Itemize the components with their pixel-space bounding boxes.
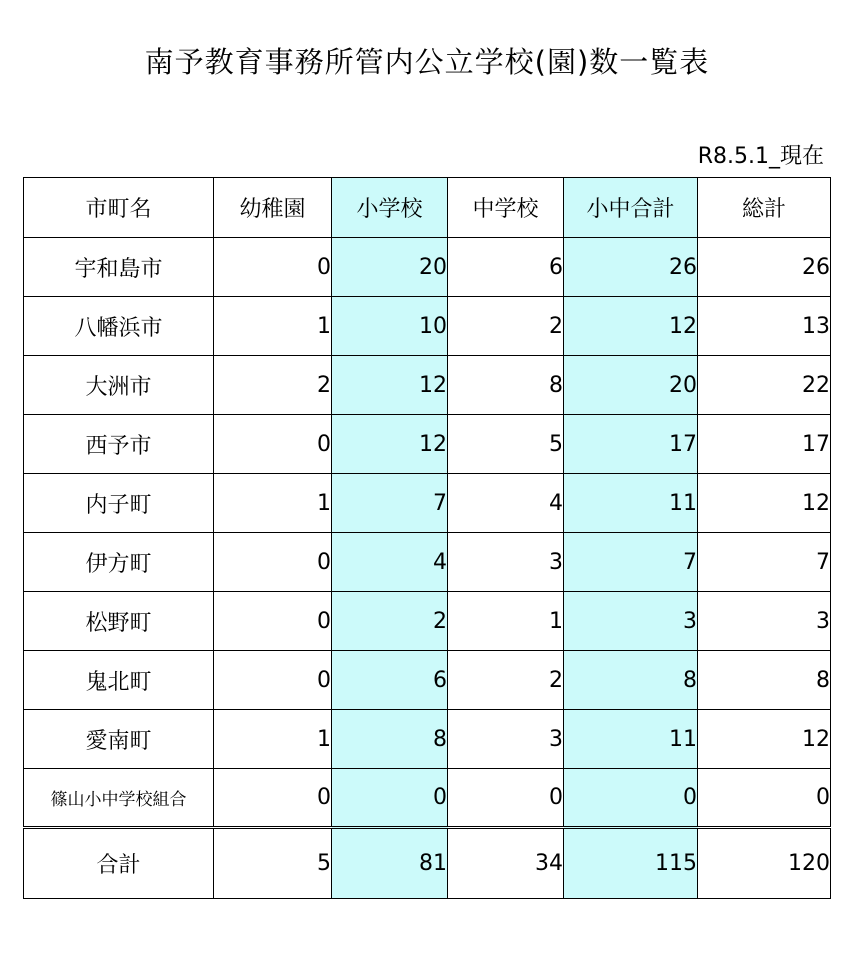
table-row — [24, 533, 831, 592]
elementary-count: 0 — [332, 769, 448, 828]
municipality-name: 伊方町 — [24, 533, 214, 592]
elementary-count: 20 — [332, 238, 448, 297]
elem-junior-total-sum: 115 — [564, 828, 698, 899]
elem-junior-total: 11 — [564, 710, 698, 769]
kindergarten-total: 5 — [214, 828, 332, 899]
grand-total: 22 — [698, 356, 831, 415]
junior-high-count: 8 — [448, 356, 564, 415]
header-elementary: 小学校 — [332, 178, 448, 238]
grand-total: 0 — [698, 769, 831, 828]
elem-junior-total: 8 — [564, 651, 698, 710]
municipality-name: 大洲市 — [24, 356, 214, 415]
grand-total: 8 — [698, 651, 831, 710]
totals-row — [24, 828, 831, 899]
municipality-name: 内子町 — [24, 474, 214, 533]
municipality-name: 松野町 — [24, 592, 214, 651]
page-title: 南予教育事務所管内公立学校(園)数一覧表 — [144, 45, 710, 79]
school-count-table — [23, 177, 831, 899]
elem-junior-total: 12 — [564, 297, 698, 356]
municipality-name: 宇和島市 — [24, 238, 214, 297]
elem-junior-total: 20 — [564, 356, 698, 415]
municipality-name: 愛南町 — [24, 710, 214, 769]
elementary-total: 81 — [332, 828, 448, 899]
grand-total: 17 — [698, 415, 831, 474]
elem-junior-total: 11 — [564, 474, 698, 533]
grand-total: 3 — [698, 592, 831, 651]
junior-high-count: 1 — [448, 592, 564, 651]
municipality-name: 篠山小中学校組合 — [24, 769, 214, 828]
as-of-date: R8.5.1_現在 — [697, 144, 824, 169]
elementary-count: 6 — [332, 651, 448, 710]
grand-total: 12 — [698, 474, 831, 533]
elem-junior-total: 0 — [564, 769, 698, 828]
header-junior-high: 中学校 — [448, 178, 564, 238]
municipality-name: 鬼北町 — [24, 651, 214, 710]
junior-high-count: 3 — [448, 710, 564, 769]
header-grand-total: 総計 — [698, 178, 831, 238]
table-header-row — [24, 178, 831, 238]
table-row — [24, 415, 831, 474]
header-kindergarten: 幼稚園 — [214, 178, 332, 238]
table-row — [24, 238, 831, 297]
table-row — [24, 710, 831, 769]
junior-high-count: 6 — [448, 238, 564, 297]
table-row — [24, 592, 831, 651]
elementary-count: 4 — [332, 533, 448, 592]
grand-total: 12 — [698, 710, 831, 769]
header-elem-junior-total: 小中合計 — [564, 178, 698, 238]
elem-junior-total: 3 — [564, 592, 698, 651]
kindergarten-count: 0 — [214, 769, 332, 828]
table-row — [24, 769, 831, 828]
kindergarten-count: 1 — [214, 474, 332, 533]
junior-high-count: 3 — [448, 533, 564, 592]
kindergarten-count: 0 — [214, 651, 332, 710]
junior-high-total: 34 — [448, 828, 564, 899]
elementary-count: 8 — [332, 710, 448, 769]
table-row — [24, 297, 831, 356]
table-row — [24, 356, 831, 415]
elementary-count: 7 — [332, 474, 448, 533]
kindergarten-count: 2 — [214, 356, 332, 415]
table-row — [24, 651, 831, 710]
grand-total: 7 — [698, 533, 831, 592]
elementary-count: 12 — [332, 415, 448, 474]
kindergarten-count: 0 — [214, 533, 332, 592]
municipality-name: 西予市 — [24, 415, 214, 474]
header-municipality: 市町名 — [24, 178, 214, 238]
kindergarten-count: 0 — [214, 415, 332, 474]
kindergarten-count: 1 — [214, 297, 332, 356]
totals-label: 合計 — [24, 828, 214, 899]
junior-high-count: 4 — [448, 474, 564, 533]
elem-junior-total: 26 — [564, 238, 698, 297]
municipality-name: 八幡浜市 — [24, 297, 214, 356]
junior-high-count: 0 — [448, 769, 564, 828]
elementary-count: 2 — [332, 592, 448, 651]
grand-total: 26 — [698, 238, 831, 297]
grand-total: 13 — [698, 297, 831, 356]
junior-high-count: 5 — [448, 415, 564, 474]
table-row — [24, 474, 831, 533]
elem-junior-total: 7 — [564, 533, 698, 592]
elem-junior-total: 17 — [564, 415, 698, 474]
junior-high-count: 2 — [448, 297, 564, 356]
elementary-count: 10 — [332, 297, 448, 356]
kindergarten-count: 0 — [214, 592, 332, 651]
kindergarten-count: 0 — [214, 238, 332, 297]
elementary-count: 12 — [332, 356, 448, 415]
grand-total-sum: 120 — [698, 828, 831, 899]
junior-high-count: 2 — [448, 651, 564, 710]
kindergarten-count: 1 — [214, 710, 332, 769]
